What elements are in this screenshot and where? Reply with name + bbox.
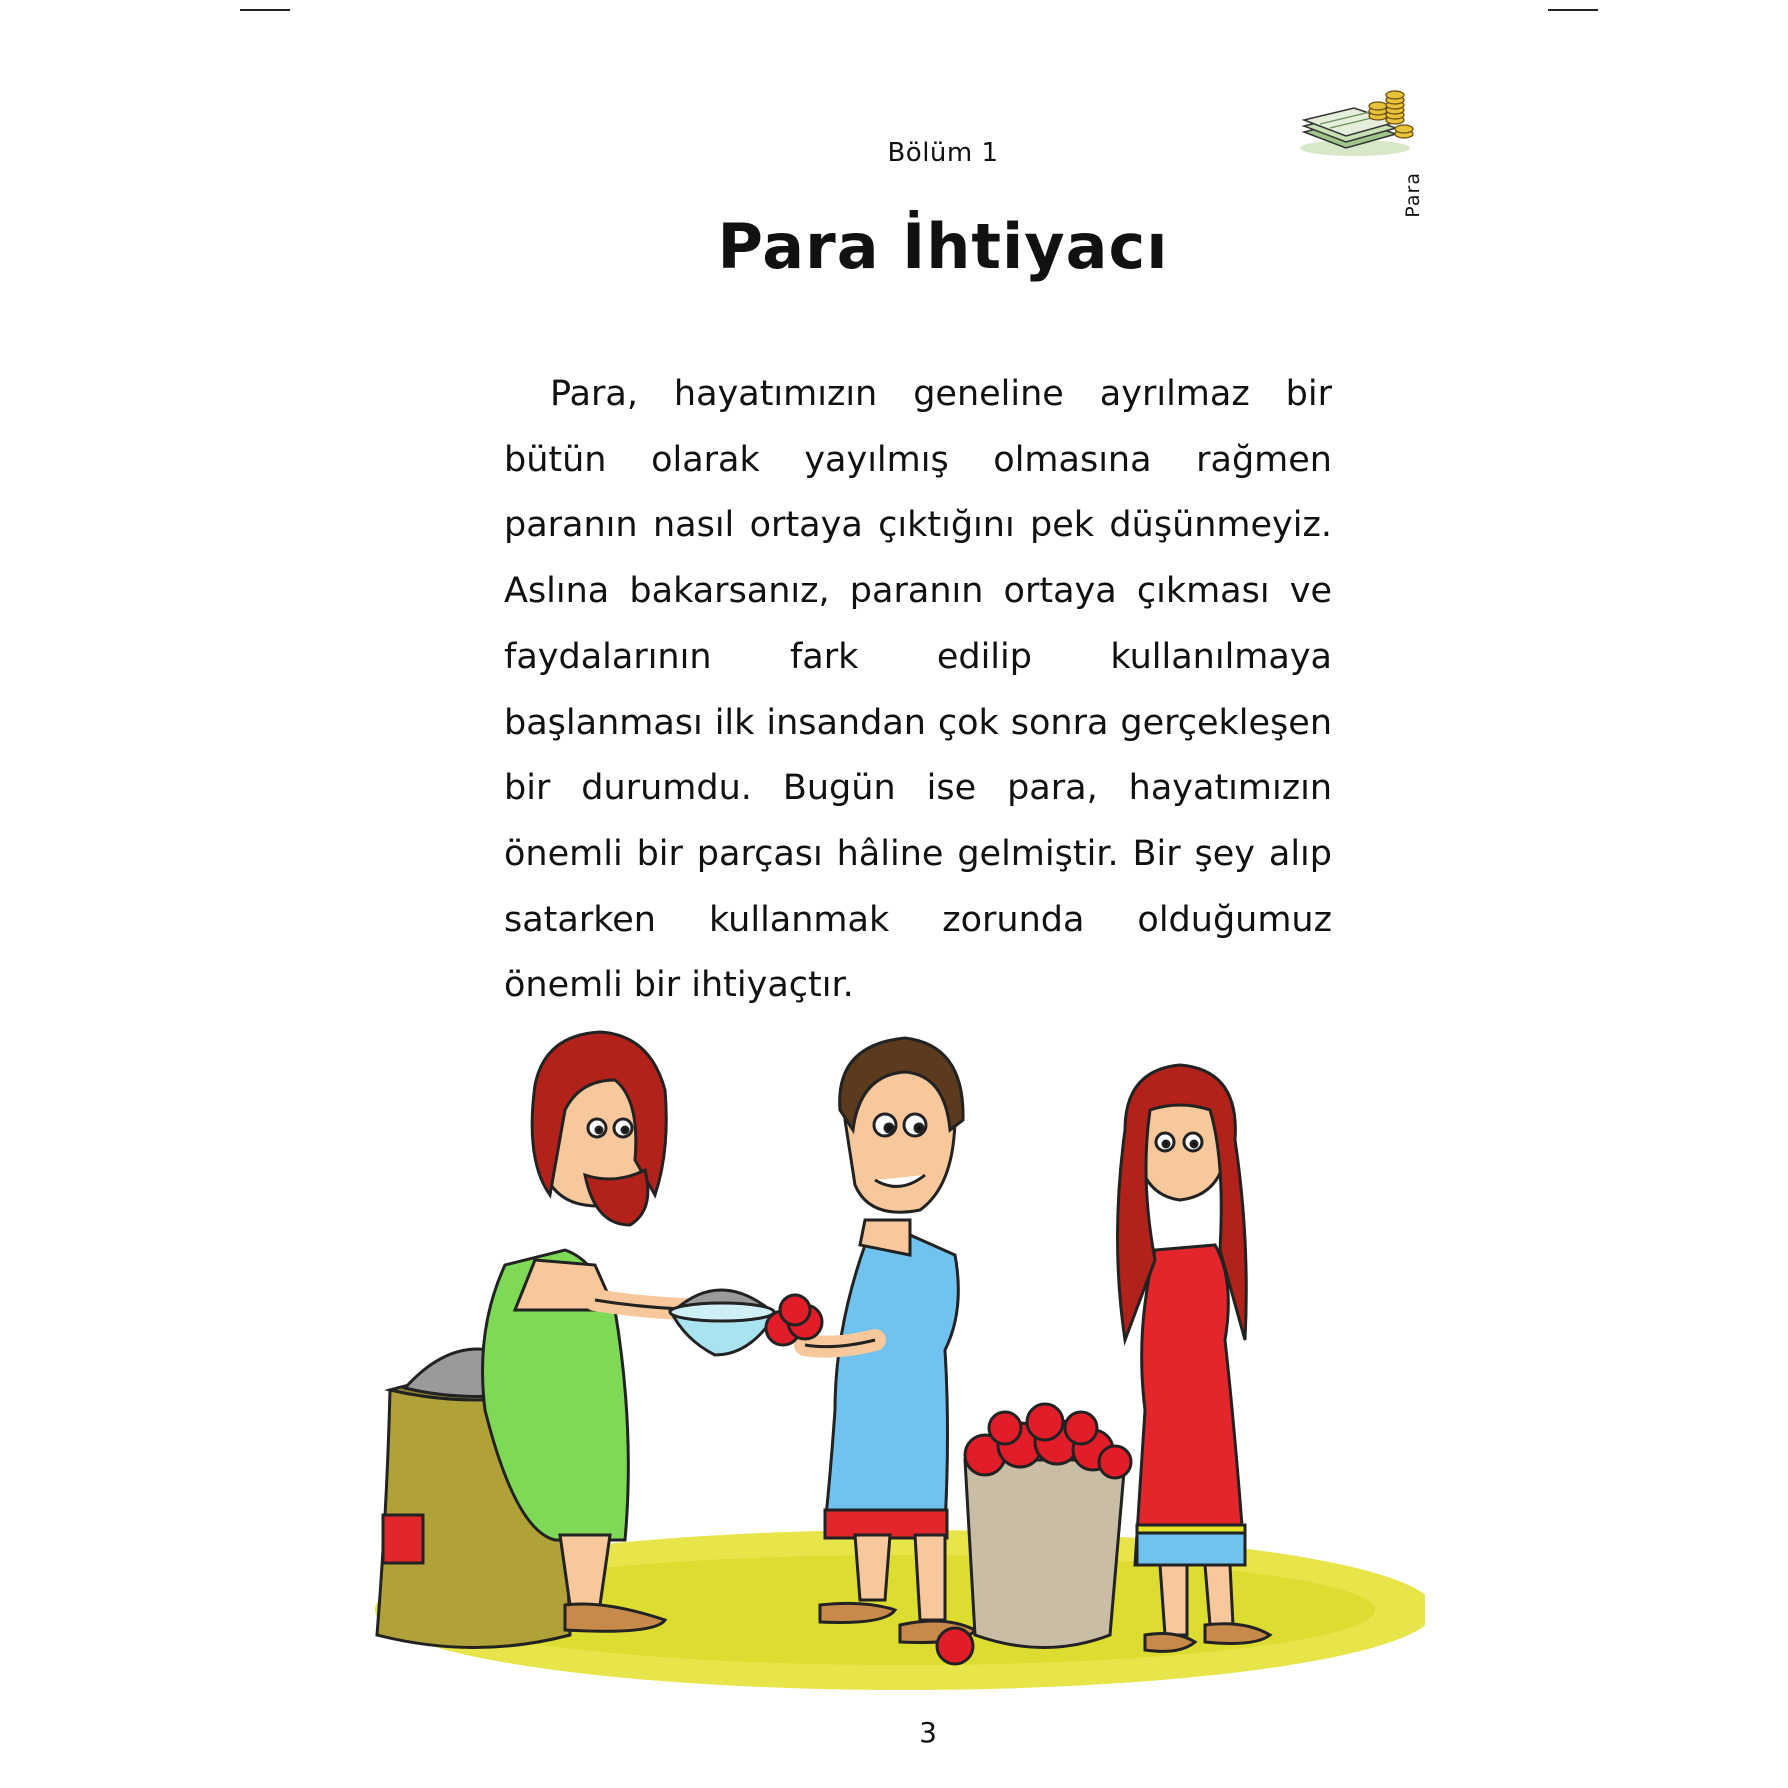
barter-trade-illustration: [365, 1010, 1425, 1700]
page-number: 3: [919, 1716, 937, 1749]
running-head-label: Para: [1402, 172, 1424, 218]
crop-mark-right: [1548, 9, 1598, 11]
body-paragraph: Para, hayatımızın geneline ayrılmaz bir bütün olarak yayılmış olmasına rağmen paranın nasıl ortaya çıktığını pek düşünmeyiz. Aslına bakarsanız, paranın ortaya çıkması ve faydalarının fark edilip kullanılmaya başlanması ilk insandan çok sonra gerçekleşen bir durumdu. Bugün ise para, hayatımızın önemli bir parçası hâline gelmiştir. Bir şey alıp satarken kullanmak zorunda olduğumuz önemli bir ihtiyaçtır.: [504, 374, 1332, 1006]
crop-mark-left: [240, 9, 290, 11]
apples-in-hand: [766, 1295, 822, 1345]
page-title: Para İhtiyacı: [717, 210, 1169, 283]
chapter-label: Bölüm 1: [887, 138, 999, 168]
